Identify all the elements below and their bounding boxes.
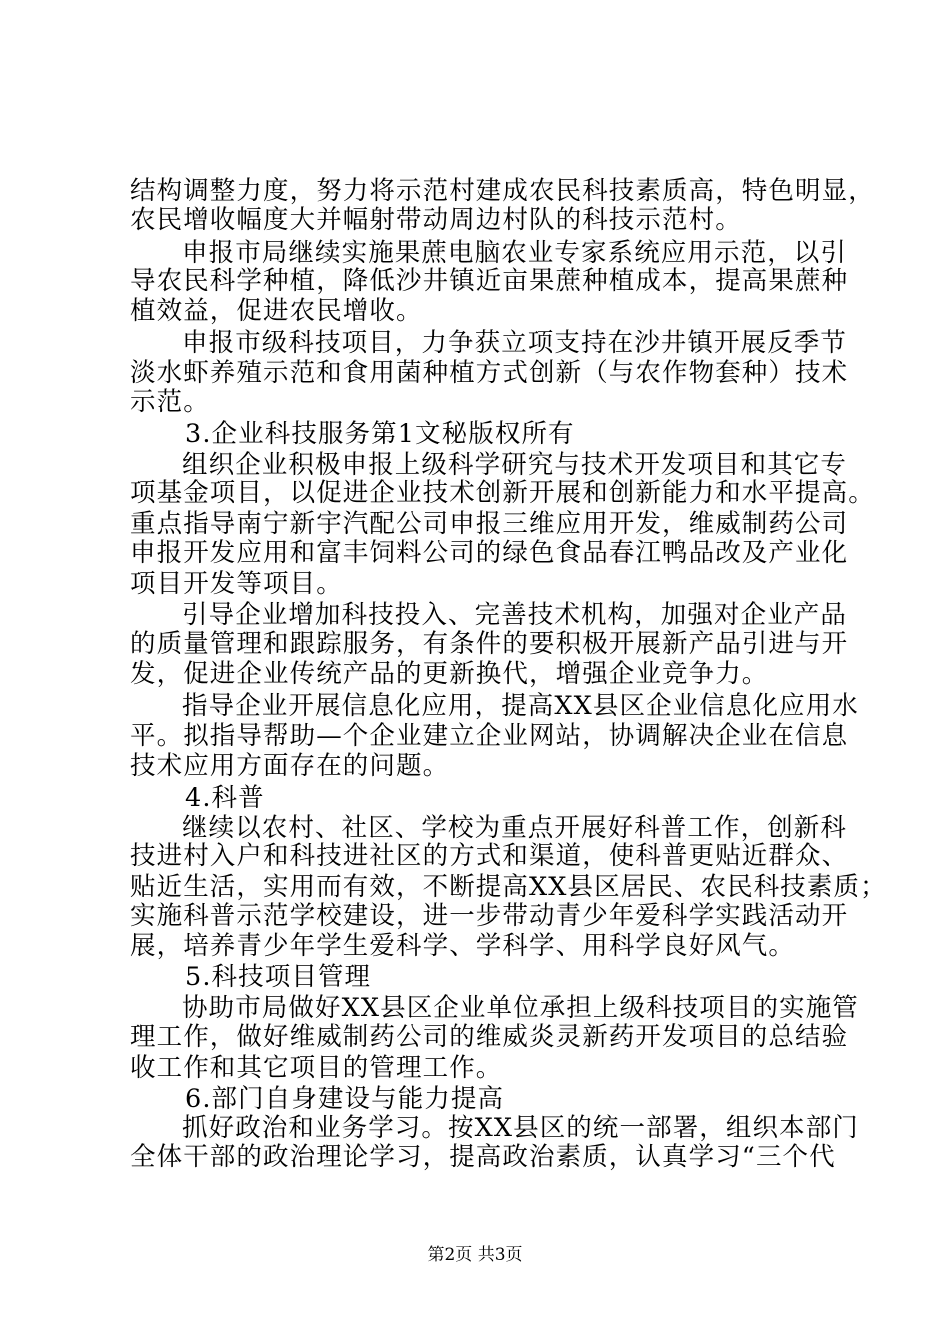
text-line: 收工作和其它项目的管理工作。 (130, 1052, 503, 1083)
text-line: 抓好政治和业务学习。按XX县区的统一部署，组织本部门 (182, 1112, 859, 1143)
text-line: 示范。 (130, 386, 210, 417)
text-line: 淡水虾养殖示范和食用菌种植方式创新（与农作物套种）技术 (130, 357, 849, 388)
text-line: 实施科普示范学校建设，进一步带动青少年爱科学实践活动开 (130, 901, 849, 932)
section-heading: 6.部门自身建设与能力提高 (185, 1083, 505, 1114)
text-line: 理工作，做好维威制药公司的维威炎灵新药开发项目的总结验 (130, 1022, 849, 1053)
text-line: 项基金项目，以促进企业技术创新开展和创新能力和水平提高。 (130, 477, 875, 508)
text-line: 项目开发等项目。 (130, 569, 343, 600)
text-line: 全体干部的政治理论学习，提高政治素质，认真学习“三个代 (130, 1142, 836, 1172)
text-line: 指导企业开展信息化应用，提高XX县区企业信息化应用水 (182, 691, 859, 722)
text-line: 重点指导南宁新宇汽配公司申报三维应用开发，维威制药公司 (130, 508, 849, 539)
text-line: 的质量管理和跟踪服务，有条件的要积极开展新产品引进与开 (130, 629, 849, 660)
text-line: 协助市局做好XX县区企业单位承担上级科技项目的实施管 (182, 993, 859, 1024)
text-line: 继续以农村、社区、学校为重点开展好科普工作，创新科 (182, 812, 848, 843)
text-line: 平。拟指导帮助—个企业建立企业网站，协调解决企业在信息 (130, 721, 849, 752)
text-line: 申报市级科技项目，力争获立项支持在沙井镇开展反季节 (182, 328, 848, 359)
section-heading: 4.科普 (185, 782, 265, 813)
text-line: 结构调整力度，努力将示范村建成农民科技素质高，特色明显， (130, 176, 875, 206)
section-heading: 3.企业科技服务第1文秘版权所有 (185, 418, 575, 449)
section-heading: 5.科技项目管理 (185, 962, 372, 993)
text-line: 展，培养青少年学生爱科学、学科学、用科学良好风气。 (130, 931, 796, 962)
text-line: 发，促进企业传统产品的更新换代，增强企业竞争力。 (130, 659, 769, 690)
text-line: 申报市局继续实施果蔗电脑农业专家系统应用示范，以引 (182, 237, 848, 268)
text-line: 贴近生活，实用而有效，不断提高XX县区居民、农民科技素质； (130, 871, 887, 902)
text-line: 导农民科学种植，降低沙井镇近亩果蔗种植成本，提高果蔗种 (130, 266, 849, 297)
text-line: 农民增收幅度大并幅射带动周边村队的科技示范村。 (130, 205, 742, 236)
text-line: 组织企业积极申报上级科学研究与技术开发项目和其它专 (182, 449, 848, 480)
text-line: 技进村入户和科技进社区的方式和渠道，使科普更贴近群众、 (130, 840, 849, 871)
page-number-footer: 第2页 共3页 (427, 1245, 523, 1265)
text-line: 引导企业增加科技投入、完善技术机构，加强对企业产品 (182, 600, 848, 631)
text-line: 技术应用方面存在的问题。 (130, 750, 450, 781)
text-line: 申报开发应用和富丰饲料公司的绿色食品春江鸭品改及产业化 (130, 538, 849, 569)
text-line: 植效益，促进农民增收。 (130, 295, 423, 326)
